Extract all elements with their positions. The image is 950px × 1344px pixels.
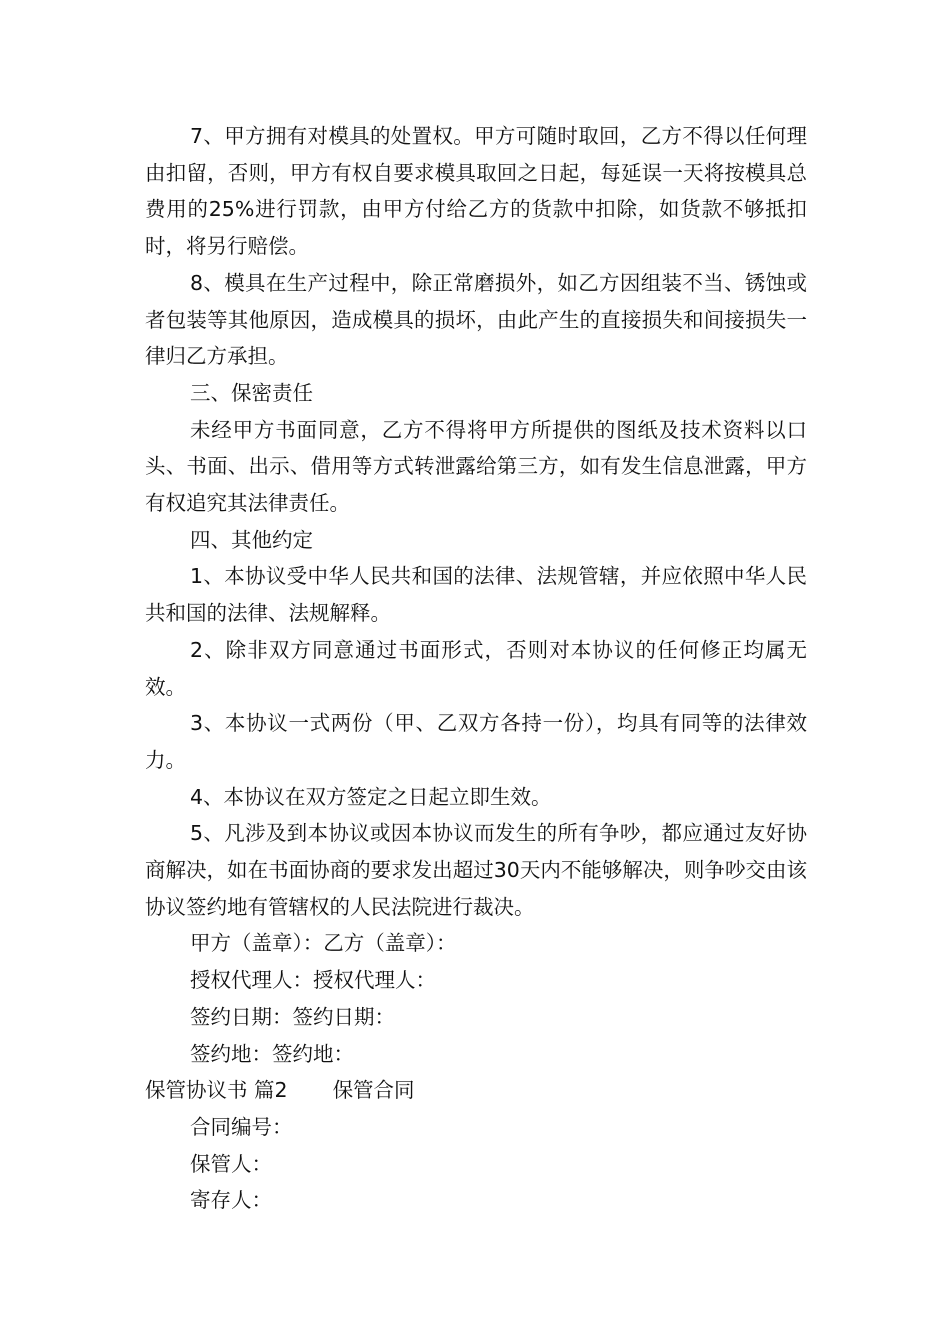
confidentiality-clause: 未经甲方书面同意，乙方不得将甲方所提供的图纸及技术资料以口头、书面、出示、借用等方式转泄露给第三方，如有发生信息泄露，甲方有权追究其法律责任。 (145, 417, 807, 516)
other-term-5: 5、凡涉及到本协议或因本协议而发生的所有争吵，都应通过友好协商解决，如在书面协商的要求发出超过30天内不能够解决，则争吵交由该协议签约地有管辖权的人民法院进行裁决。 (145, 821, 807, 919)
signature-place-line: 签约地：签约地： (190, 1041, 354, 1066)
contract-number-field: 合同编号： (190, 1114, 293, 1139)
other-term-2: 2、除非双方同意通过书面形式，否则对本协议的任何修正均属无效。 (145, 637, 807, 699)
clause-8: 8、模具在生产过程中，除正常磨损外，如乙方因组装不当、锈蚀或者包装等其他原因，造成模具的损坏，由此产生的直接损失和间接损失一律归乙方承担。 (145, 270, 807, 369)
document-body (145, 118, 807, 1219)
signature-date-line: 签约日期：签约日期： (190, 1004, 395, 1029)
other-term-1: 1、本协议受中华人民共和国的法律、法规管辖，并应依照中华人民共和国的法律、法规解释。 (145, 564, 807, 626)
other-term-4: 4、本协议在双方签定之日起立即生效。 (190, 784, 552, 809)
signature-agent-line: 授权代理人：授权代理人： (190, 968, 436, 993)
custodian-field: 保管人： (190, 1151, 272, 1176)
clause-7: 7、甲方拥有对模具的处置权。甲方可随时取回，乙方不得以任何理由扣留，否则，甲方有权自要求模具取回之日起，每延误一天将按模具总费用的25%进行罚款，由甲方付给乙方的货款中扣除，如货款不够抵扣时，将另行赔偿。 (145, 124, 807, 259)
depositor-field: 寄存人： (190, 1188, 272, 1213)
section-heading-other-terms: 四、其他约定 (190, 527, 313, 552)
next-contract-title-left: 保管协议书 篇2 (145, 1078, 288, 1103)
signature-seal-line: 甲方（盖章）：乙方（盖章）： (190, 931, 457, 956)
other-term-3: 3、本协议一式两份（甲、乙双方各持一份），均具有同等的法律效力。 (145, 711, 807, 772)
next-contract-title (145, 1072, 807, 1109)
next-contract-title-right: 保管合同 (332, 1078, 415, 1103)
section-heading-confidentiality: 三、保密责任 (190, 380, 313, 405)
